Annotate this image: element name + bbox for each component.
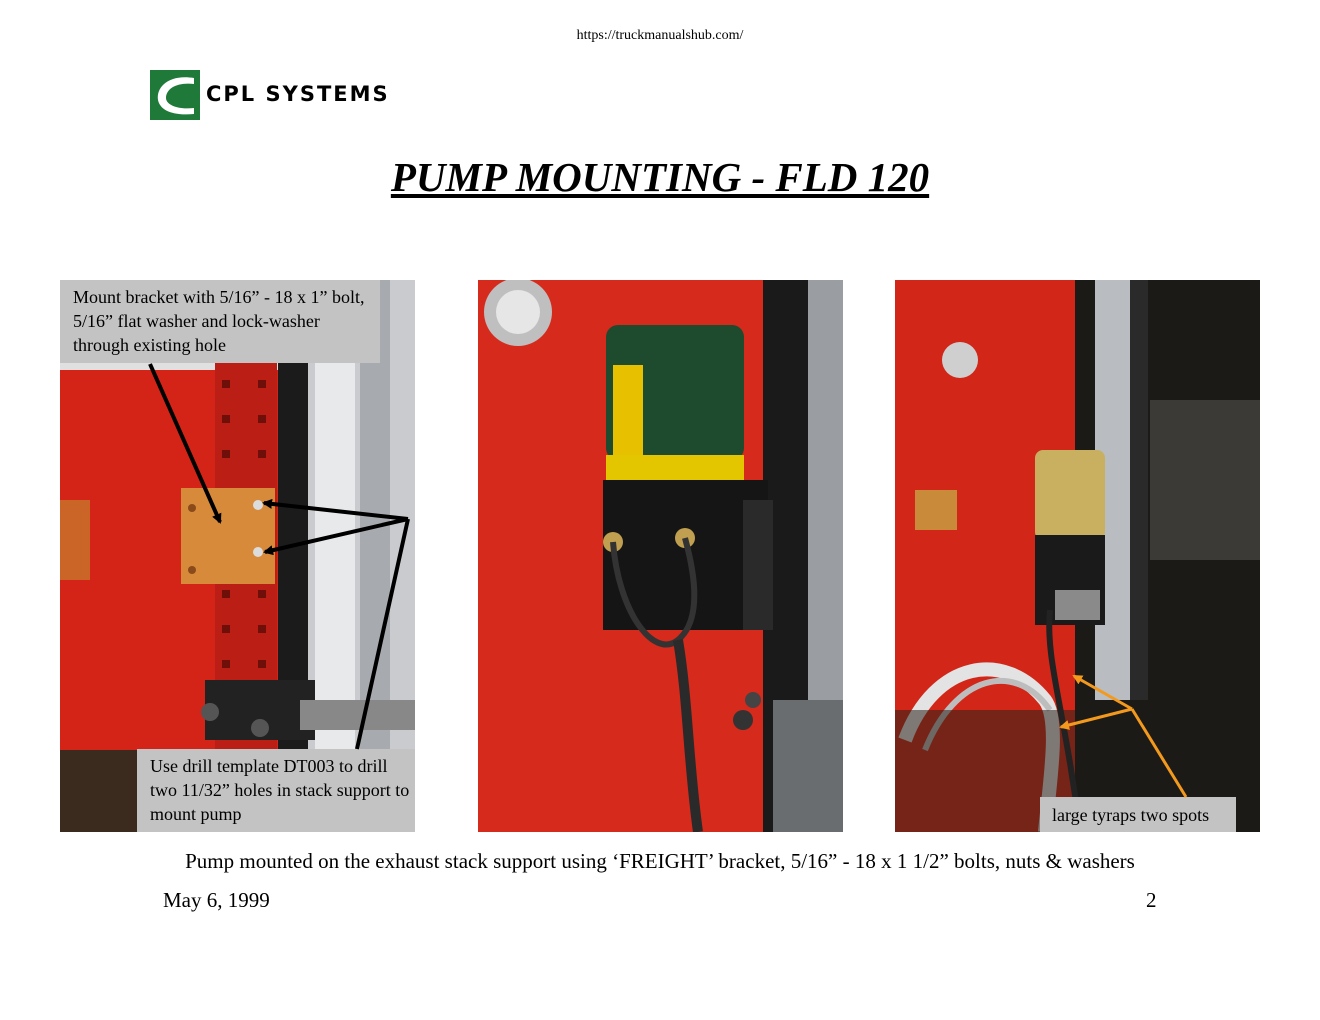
callout-tyraps: large tyraps two spots [1040,797,1236,832]
source-url: https://truckmanualshub.com/ [576,28,744,43]
photo-tyraps [895,280,1260,832]
callout-drill-template: Use drill template DT003 to drill two 11/32” holes in stack support to mount pump [137,749,415,832]
figure-caption: Pump mounted on the exhaust stack support using ‘FREIGHT’ bracket, 5/16” - 18 x 1 1/2” bolts, nuts & washers [185,849,1135,873]
cpl-systems-logo [150,70,450,120]
page-number: 2 [1146,888,1157,912]
page-title: PUMP MOUNTING - FLD 120 [390,154,930,200]
photo-pump-mounted [478,280,843,832]
footer-date: May 6, 1999 [163,888,270,912]
callout-mount-bracket: Mount bracket with 5/16” - 18 x 1” bolt, 5/16” flat washer and lock-washer through existing hole [60,280,380,363]
logo-mark-icon [150,70,200,120]
logo-text: CPL SYSTEMS [206,82,390,106]
